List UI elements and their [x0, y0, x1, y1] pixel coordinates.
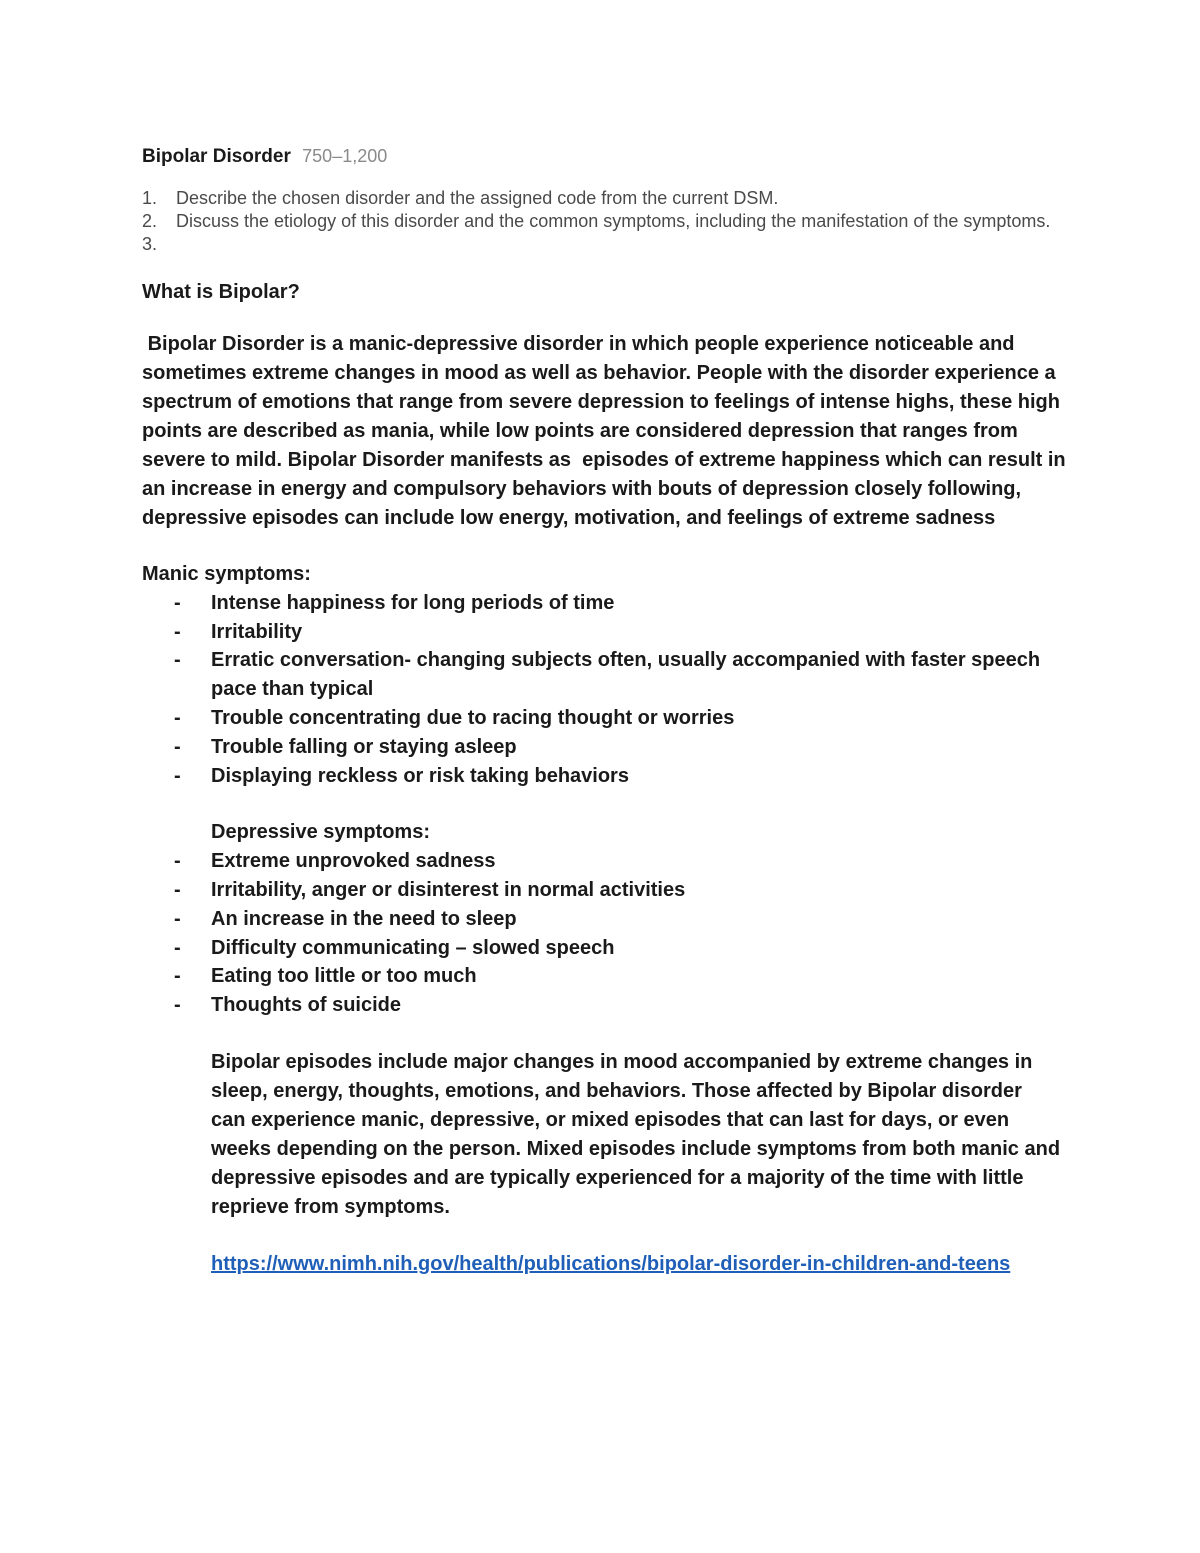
- dash-bullet: -: [174, 764, 181, 787]
- list-item-text: Displaying reckless or risk taking behaviors: [211, 764, 629, 787]
- prompt-number: 1.: [142, 188, 158, 208]
- list-item-text: An increase in the need to sleep: [211, 907, 517, 930]
- list-item-text: Difficulty communicating – slowed speech: [211, 936, 615, 959]
- list-item: [142, 618, 1041, 647]
- manic-symptoms-list: [142, 589, 1072, 791]
- list-item-text: Irritability, anger or disinterest in normal activities: [211, 878, 686, 901]
- section-heading: What is Bipolar?: [142, 281, 300, 303]
- list-item-text: Irritability: [211, 620, 303, 643]
- list-item: [142, 905, 1041, 934]
- document-body: [142, 142, 1072, 1279]
- list-item-text: Eating too little or too much: [211, 965, 477, 988]
- prompt-list: [142, 187, 1072, 254]
- prompt-number: 3.: [142, 234, 158, 254]
- dash-bullet: -: [174, 735, 181, 758]
- list-item: [142, 962, 1041, 991]
- depressive-symptoms-label: Depressive symptoms:: [211, 821, 430, 844]
- dash-bullet: -: [174, 878, 181, 901]
- list-item: [142, 704, 1041, 733]
- reference-link[interactable]: https://www.nimh.nih.gov/health/publications/bipolar-disorder-in-children-and-teens: [211, 1252, 1011, 1275]
- dash-bullet: -: [174, 591, 181, 614]
- list-item: [142, 991, 1041, 1020]
- prompt-text: Discuss the etiology of this disorder and the common symptoms, including the manifestation of the symptoms.: [176, 211, 1051, 231]
- prompt-text: Describe the chosen disorder and the assigned code from the current DSM.: [176, 188, 779, 208]
- manic-symptoms-label: Manic symptoms:: [142, 563, 311, 585]
- list-item: [142, 934, 1041, 963]
- dash-bullet: -: [174, 994, 181, 1017]
- list-item-text: Erratic conversation- changing subjects often, usually accompanied with faster speech pace than typical: [211, 649, 1041, 701]
- list-item-text: Trouble concentrating due to racing thought or worries: [211, 706, 735, 729]
- list-item-text: Intense happiness for long periods of time: [211, 591, 615, 614]
- list-item-text: Thoughts of suicide: [211, 994, 401, 1017]
- dash-bullet: -: [174, 620, 181, 643]
- list-item: [142, 876, 1041, 905]
- intro-paragraph: Bipolar Disorder is a manic-depressive disorder in which people experience noticeable and sometimes extreme changes in mood as well as behavior. People with the disorder experience a spectrum of emotions that range from severe depression to feelings of intense highs, these high points are described as mania, while low points are considered depression that ranges from severe to mild. Bipolar Disorder manifests as episodes of extreme happiness which can result in an increase in energy and compulsory behaviors with bouts of depression closely following, depressive episodes can include low energy, motivation, and feelings of extreme sadness: [142, 333, 1072, 529]
- prompt-number: 2.: [142, 211, 158, 231]
- list-item: [142, 589, 1041, 618]
- prompt-item: [142, 210, 1072, 233]
- list-item: [142, 733, 1041, 762]
- reference-link-wrapper: [142, 1250, 1031, 1279]
- list-item-text: Extreme unprovoked sadness: [211, 850, 496, 873]
- dash-bullet: -: [174, 907, 181, 930]
- dash-bullet: -: [174, 965, 181, 988]
- list-item: [142, 762, 1041, 791]
- title-text: Bipolar Disorder: [142, 146, 291, 167]
- dash-bullet: -: [174, 936, 181, 959]
- dash-bullet: -: [174, 706, 181, 729]
- depressive-symptoms-list: [142, 847, 1072, 1020]
- list-item-text: Trouble falling or staying asleep: [211, 735, 517, 758]
- dash-bullet: -: [174, 649, 181, 672]
- episodes-paragraph: Bipolar episodes include major changes in mood accompanied by extreme changes in sleep, energy, thoughts, emotions, and behaviors. Those affected by Bipolar disorder can experience manic, depressive, or mixed episodes that can last for days, or even weeks depending on the person. Mixed episodes include symptoms from both manic and depressive episodes and are typically experienced for a majority of the time with little reprieve from symptoms.: [211, 1050, 1061, 1218]
- document-title: [142, 142, 1072, 171]
- list-item: [142, 847, 1041, 876]
- list-item: [142, 646, 1041, 704]
- prompt-item: [142, 187, 1072, 210]
- dash-bullet: -: [174, 850, 181, 873]
- word-range: 750–1,200: [302, 146, 388, 166]
